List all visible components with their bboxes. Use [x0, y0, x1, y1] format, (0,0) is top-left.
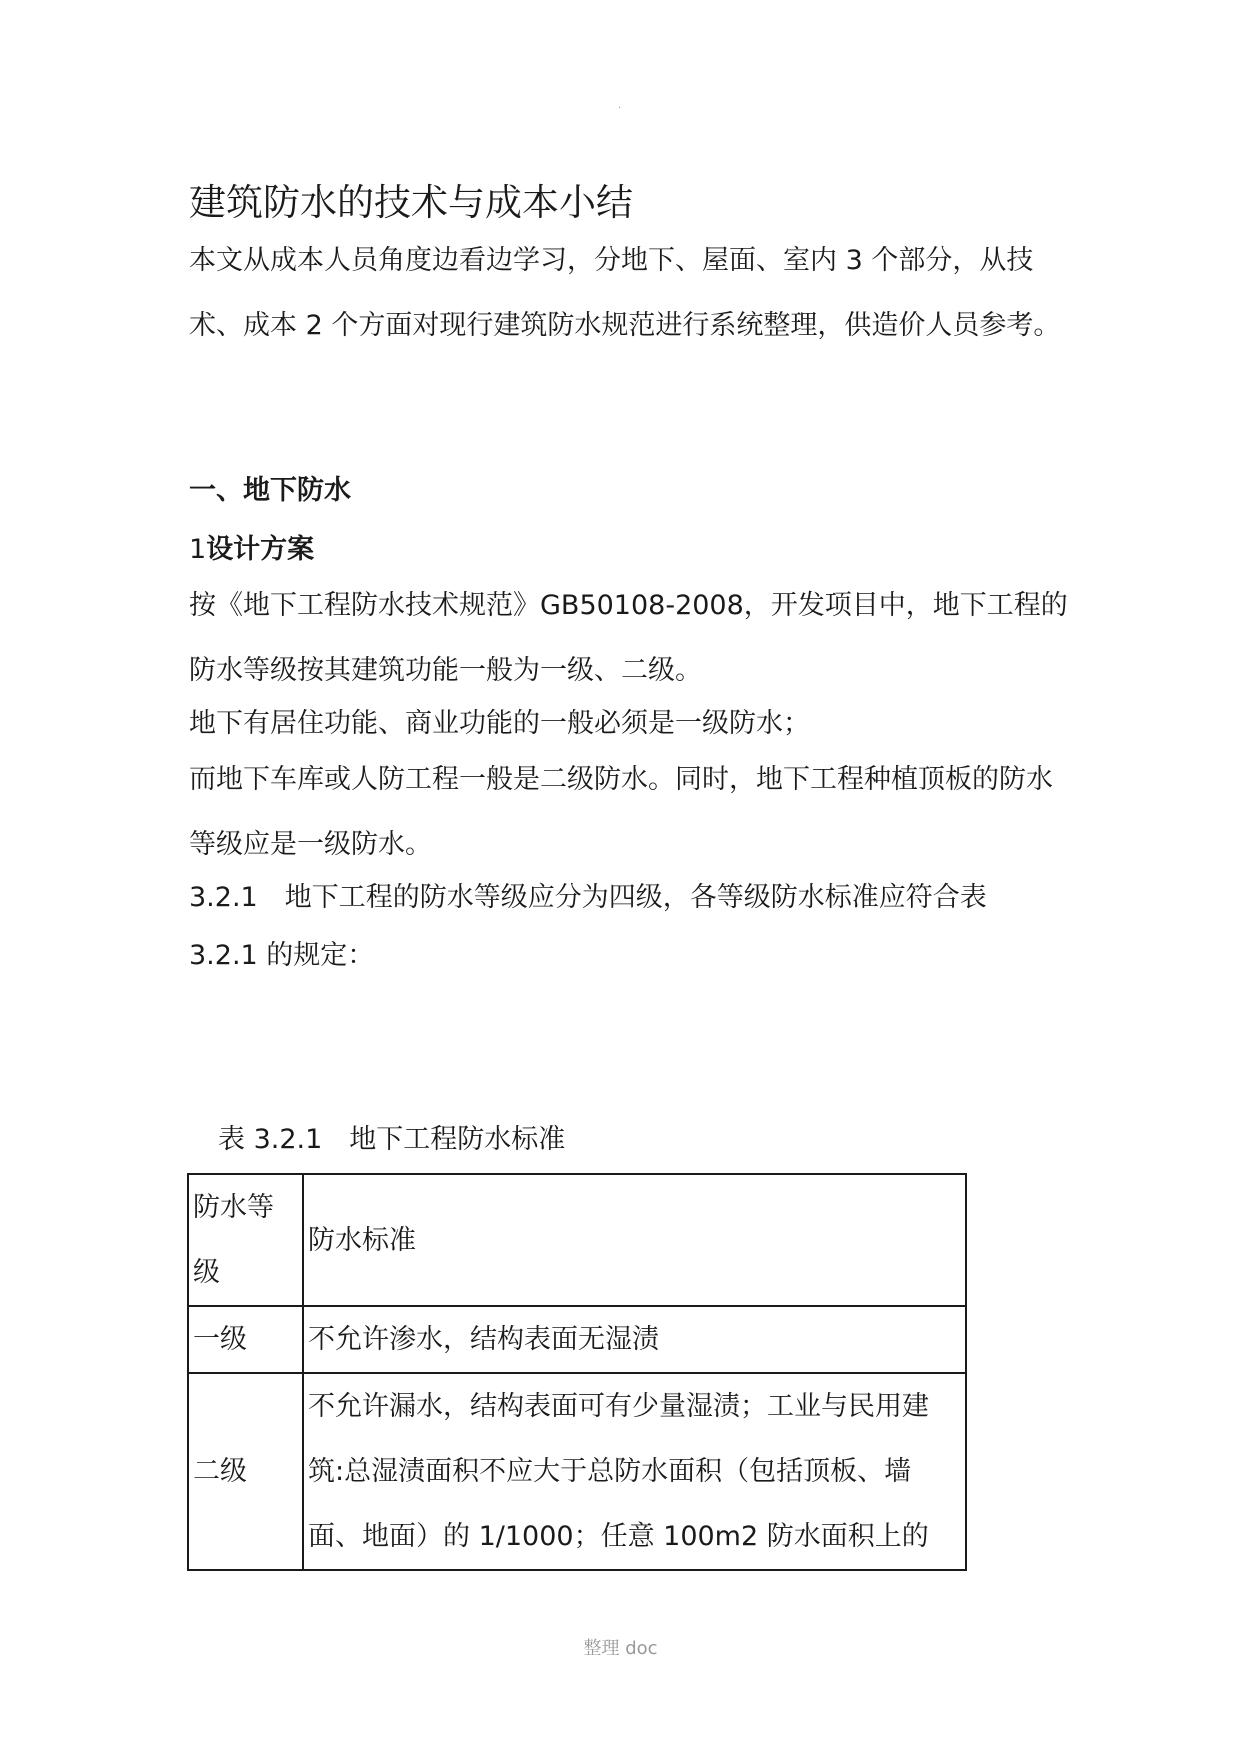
cell-standard: 不允许渗水，结构表面无湿渍	[303, 1306, 966, 1373]
table-row	[188, 1306, 966, 1373]
document-title: 建筑防水的技术与成本小结	[189, 181, 633, 224]
cell-standard: 不允许漏水，结构表面可有少量湿渍；工业与民用建筑:总湿渍面积不应大于总防水面积（包括顶板、墙面、地面）的 1/1000；任意 100m2 防水面积上的	[303, 1373, 966, 1570]
waterproof-standard-table	[187, 1173, 967, 1571]
intro-paragraph: 本文从成本人员角度边看边学习，分地下、屋面、室内 3 个部分，从技术、成本 2 个方面对现行建筑防水规范进行系统整理，供造价人员参考。	[189, 245, 1061, 341]
clause-3-2-1-line2: 3.2.1 的规定：	[189, 940, 375, 971]
table-header-row	[188, 1174, 966, 1306]
section-heading-underground: 一、地下防水	[189, 475, 351, 506]
paragraph-standard-reference: 按《地下工程防水技术规范》GB50108-2008，开发项目中，地下工程的防水等级按其建筑功能一般为一级、二级。	[189, 590, 1068, 686]
header-dot: .	[618, 100, 622, 111]
subsection-title: 设计方案	[206, 534, 315, 565]
table-row	[188, 1373, 966, 1570]
clause-3-2-1-line1: 3.2.1 地下工程的防水等级应分为四级，各等级防水标准应符合表	[189, 882, 987, 913]
paragraph-garage: 而地下车库或人防工程一般是二级防水。同时，地下工程种植顶板的防水等级应是一级防水。	[189, 764, 1053, 860]
subsection-heading-design	[189, 530, 314, 570]
page-footer: 整理 doc	[583, 1638, 658, 1659]
cell-grade: 一级	[188, 1306, 303, 1373]
header-cell-grade: 防水等级	[188, 1174, 303, 1306]
subsection-number: 1	[189, 534, 207, 565]
cell-grade: 二级	[188, 1373, 303, 1570]
paragraph-residential: 地下有居住功能、商业功能的一般必须是一级防水；	[189, 708, 810, 739]
header-cell-standard: 防水标准	[303, 1174, 966, 1306]
table-caption: 表 3.2.1 地下工程防水标准	[218, 1124, 566, 1155]
